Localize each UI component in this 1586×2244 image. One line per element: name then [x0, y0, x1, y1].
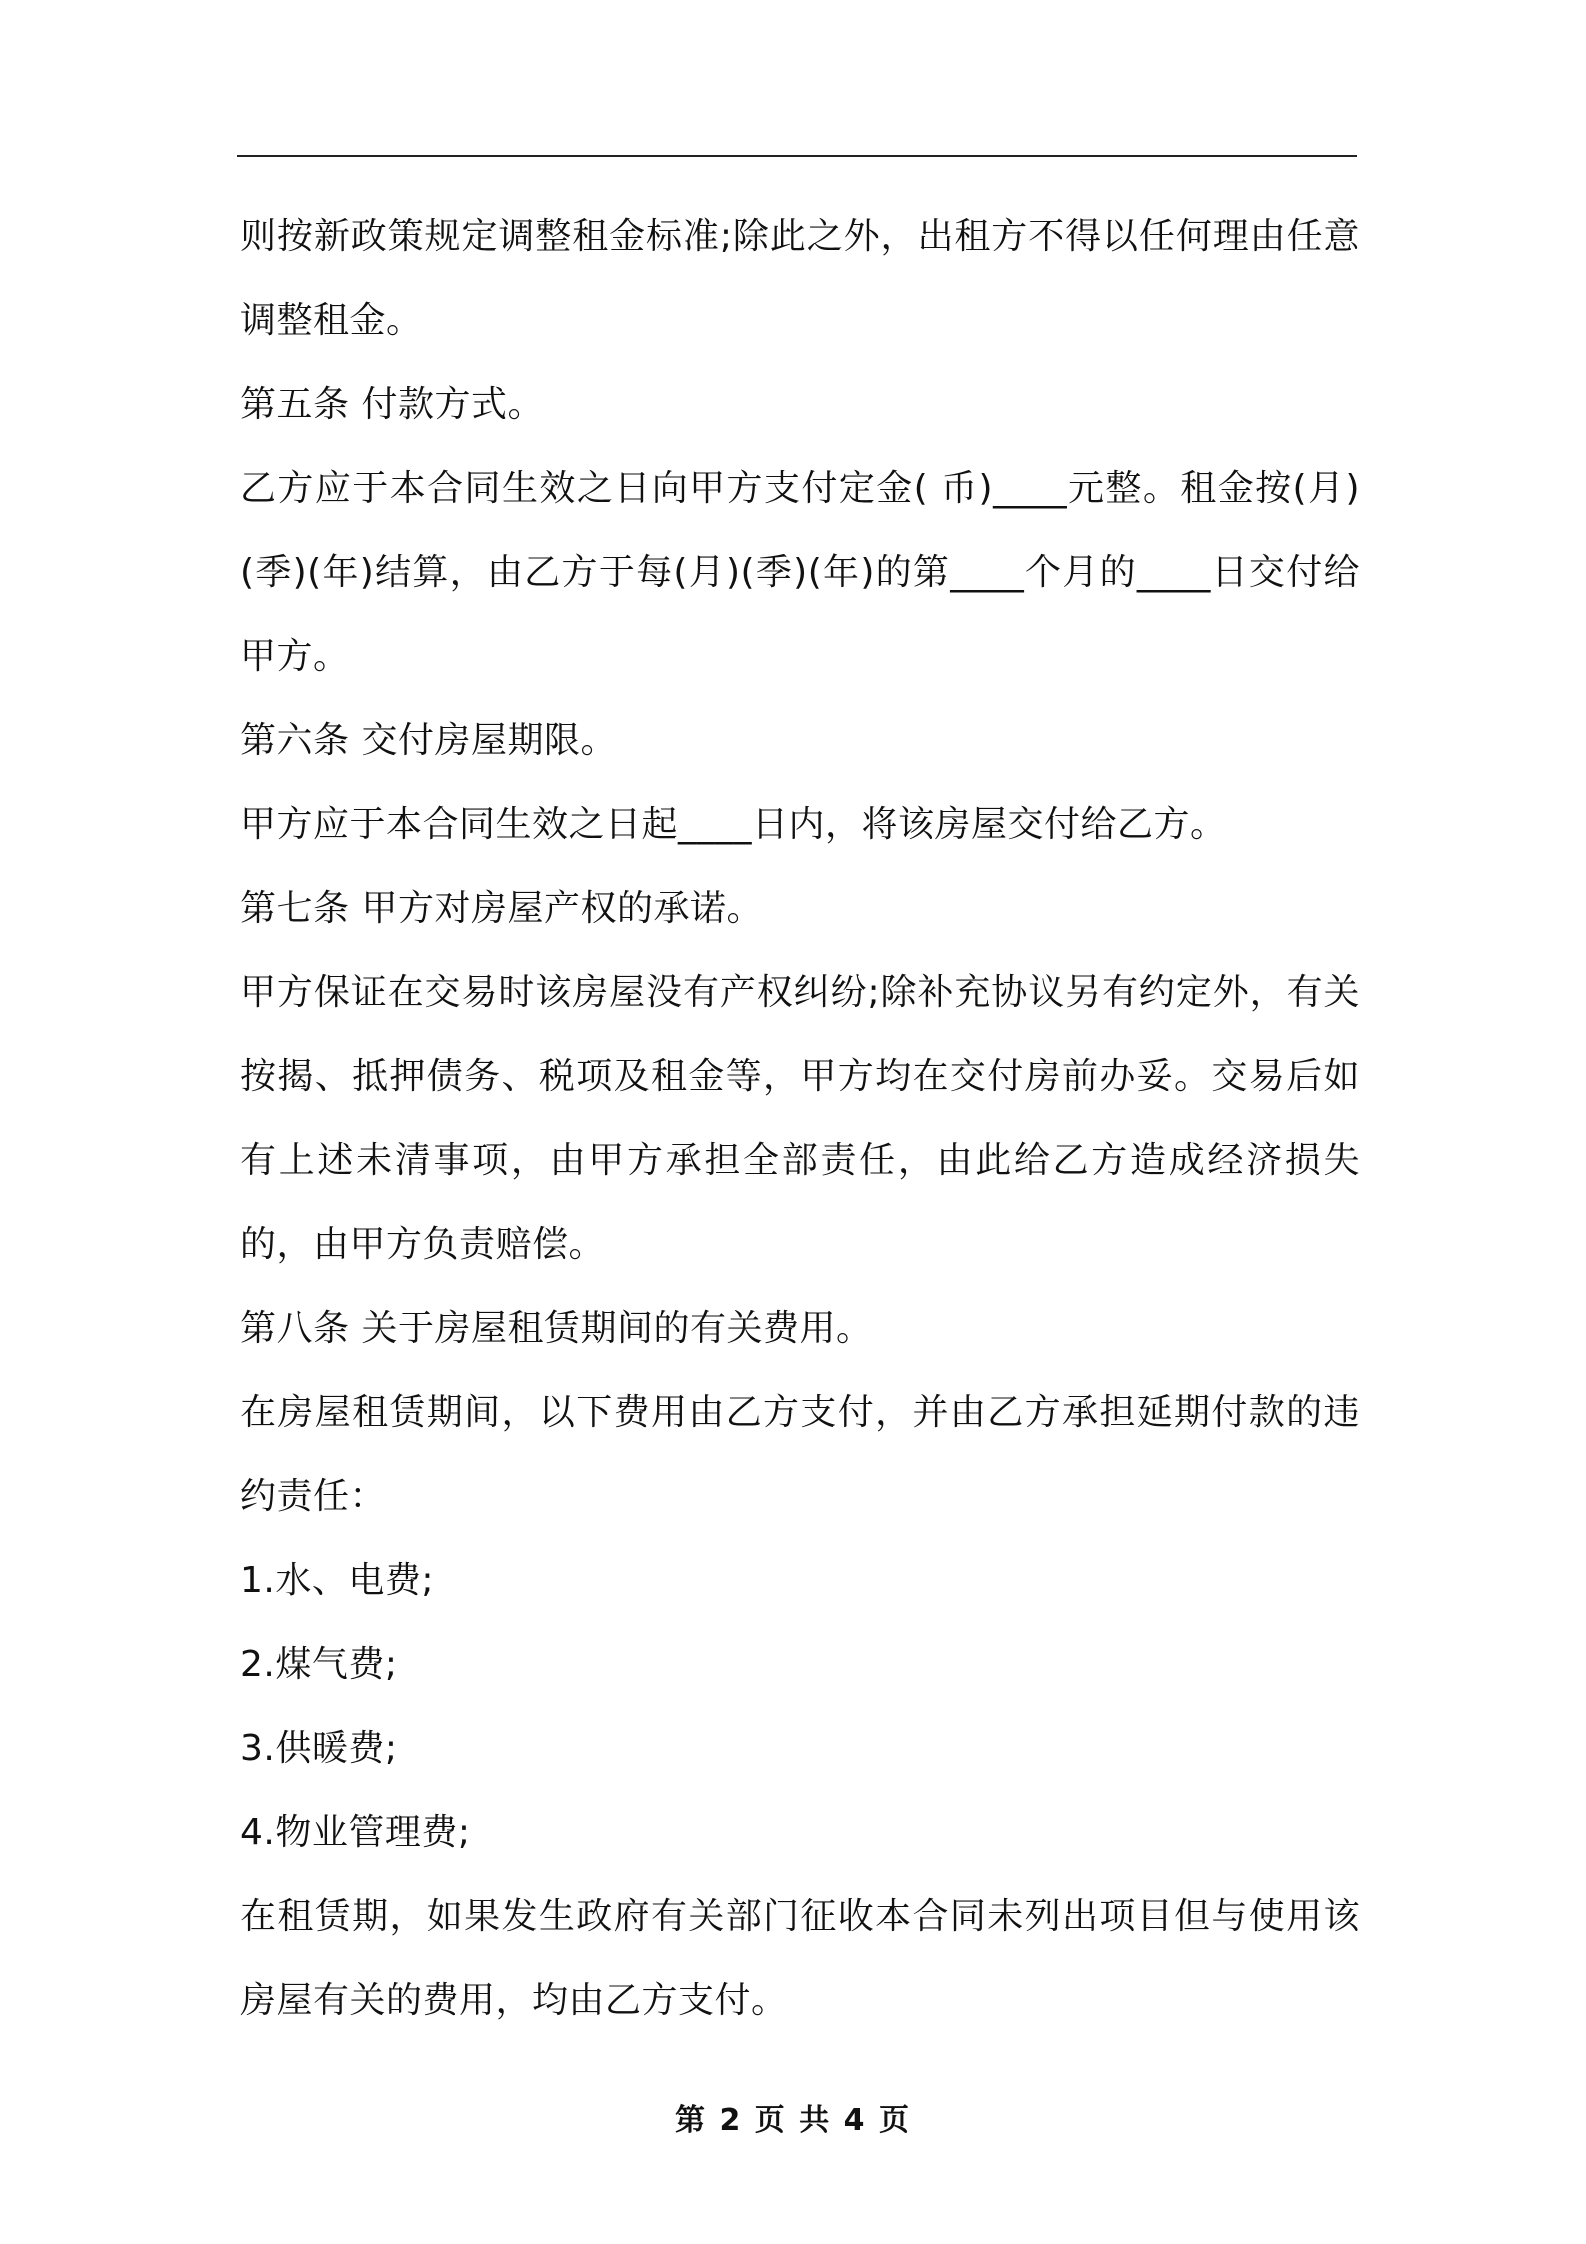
section-heading: 第七条 甲方对房屋产权的承诺。 — [240, 888, 763, 929]
paragraph: 则按新政策规定调整租金标准;除此之外，出租方不得以任何理由任意调整租金。 — [240, 216, 1360, 341]
list-item: 1.水、电费; — [240, 1560, 434, 1601]
list-item: 3.供暖费; — [240, 1728, 398, 1769]
paragraph: 甲方应于本合同生效之日起____日内，将该房屋交付给乙方。 — [240, 804, 1227, 845]
section-heading: 第五条 付款方式。 — [240, 384, 544, 425]
paragraph: 甲方保证在交易时该房屋没有产权纠纷;除补充协议另有约定外，有关按揭、抵押债务、税项及租金等，甲方均在交付房前办妥。交易后如有上述未清事项，由甲方承担全部责任，由此给乙方造成经济损失的，由甲方负责赔偿。 — [240, 972, 1360, 1265]
paragraph: 乙方应于本合同生效之日向甲方支付定金( 币)____元整。租金按(月)(季)(年)结算，由乙方于每(月)(季)(年)的第____个月的____日交付给甲方。 — [240, 468, 1360, 677]
document-body — [240, 195, 1360, 2043]
header-rule — [237, 155, 1357, 157]
page-number: 第 2 页 共 4 页 — [675, 2103, 911, 2138]
section-heading: 第八条 关于房屋租赁期间的有关费用。 — [240, 1308, 873, 1349]
list-item: 4.物业管理费; — [240, 1812, 471, 1853]
paragraph: 在租赁期，如果发生政府有关部门征收本合同未列出项目但与使用该房屋有关的费用，均由乙方支付。 — [240, 1896, 1360, 2021]
section-heading: 第六条 交付房屋期限。 — [240, 720, 617, 761]
paragraph: 在房屋租赁期间，以下费用由乙方支付，并由乙方承担延期付款的违约责任： — [240, 1392, 1360, 1517]
list-item: 2.煤气费; — [240, 1644, 398, 1685]
